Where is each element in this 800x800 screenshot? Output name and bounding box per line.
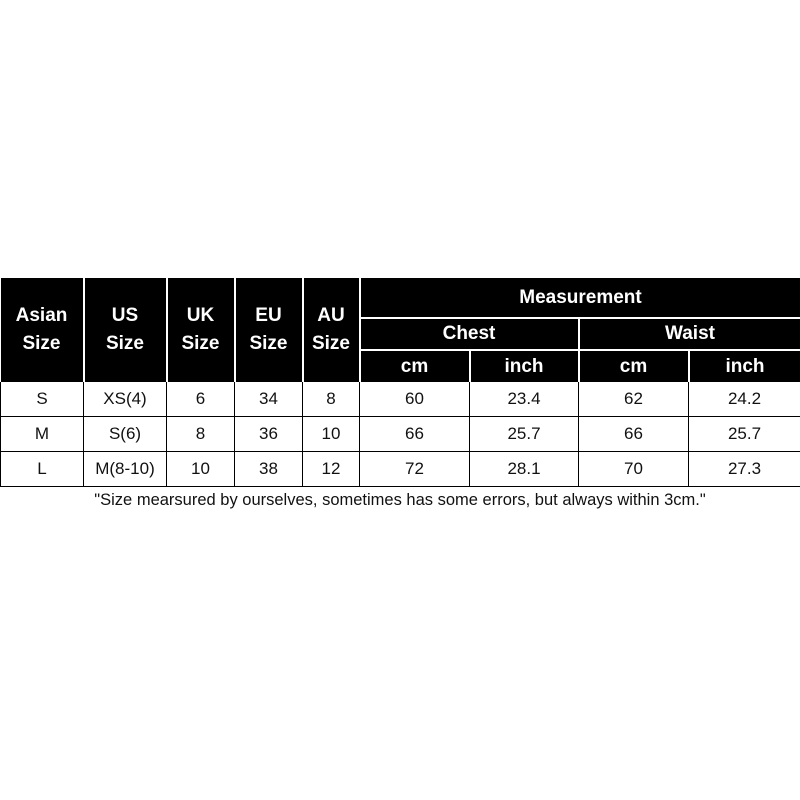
cell-uk: 6 xyxy=(167,382,235,417)
header-waist: Waist xyxy=(579,318,800,350)
header-us-size: US Size xyxy=(84,278,167,382)
header-eu-size: EU Size xyxy=(235,278,303,382)
header-chest-cm: cm xyxy=(360,350,470,382)
header-asian-size: Asian Size xyxy=(1,278,84,382)
cell-chest-inch: 23.4 xyxy=(470,382,579,417)
header-chest-inch: inch xyxy=(470,350,579,382)
cell-waist-cm: 66 xyxy=(579,417,689,452)
header-measurement: Measurement xyxy=(360,278,800,318)
cell-asian: L xyxy=(1,452,84,487)
cell-chest-inch: 25.7 xyxy=(470,417,579,452)
measurement-note: "Size mearsured by ourselves, sometimes has some errors, but always within 3cm." xyxy=(94,491,706,509)
cell-waist-inch: 24.2 xyxy=(689,382,800,417)
cell-waist-inch: 27.3 xyxy=(689,452,800,487)
table-row xyxy=(1,382,800,417)
size-chart-table xyxy=(0,278,800,487)
header-au-size: AU Size xyxy=(303,278,360,382)
cell-us: S(6) xyxy=(84,417,167,452)
header-uk-size: UK Size xyxy=(167,278,235,382)
cell-waist-cm: 62 xyxy=(579,382,689,417)
cell-asian: M xyxy=(1,417,84,452)
header-chest: Chest xyxy=(360,318,579,350)
cell-us: XS(4) xyxy=(84,382,167,417)
table-body xyxy=(1,382,800,487)
cell-uk: 8 xyxy=(167,417,235,452)
cell-us: M(8-10) xyxy=(84,452,167,487)
table-row xyxy=(1,452,800,487)
header-waist-cm: cm xyxy=(579,350,689,382)
cell-eu: 38 xyxy=(235,452,303,487)
table-row xyxy=(1,417,800,452)
cell-chest-cm: 60 xyxy=(360,382,470,417)
cell-asian: S xyxy=(1,382,84,417)
header-waist-inch: inch xyxy=(689,350,800,382)
table-header xyxy=(1,278,800,382)
cell-au: 10 xyxy=(303,417,360,452)
cell-uk: 10 xyxy=(167,452,235,487)
cell-au: 8 xyxy=(303,382,360,417)
cell-chest-inch: 28.1 xyxy=(470,452,579,487)
cell-waist-inch: 25.7 xyxy=(689,417,800,452)
cell-chest-cm: 66 xyxy=(360,417,470,452)
cell-chest-cm: 72 xyxy=(360,452,470,487)
cell-eu: 36 xyxy=(235,417,303,452)
cell-au: 12 xyxy=(303,452,360,487)
cell-eu: 34 xyxy=(235,382,303,417)
cell-waist-cm: 70 xyxy=(579,452,689,487)
